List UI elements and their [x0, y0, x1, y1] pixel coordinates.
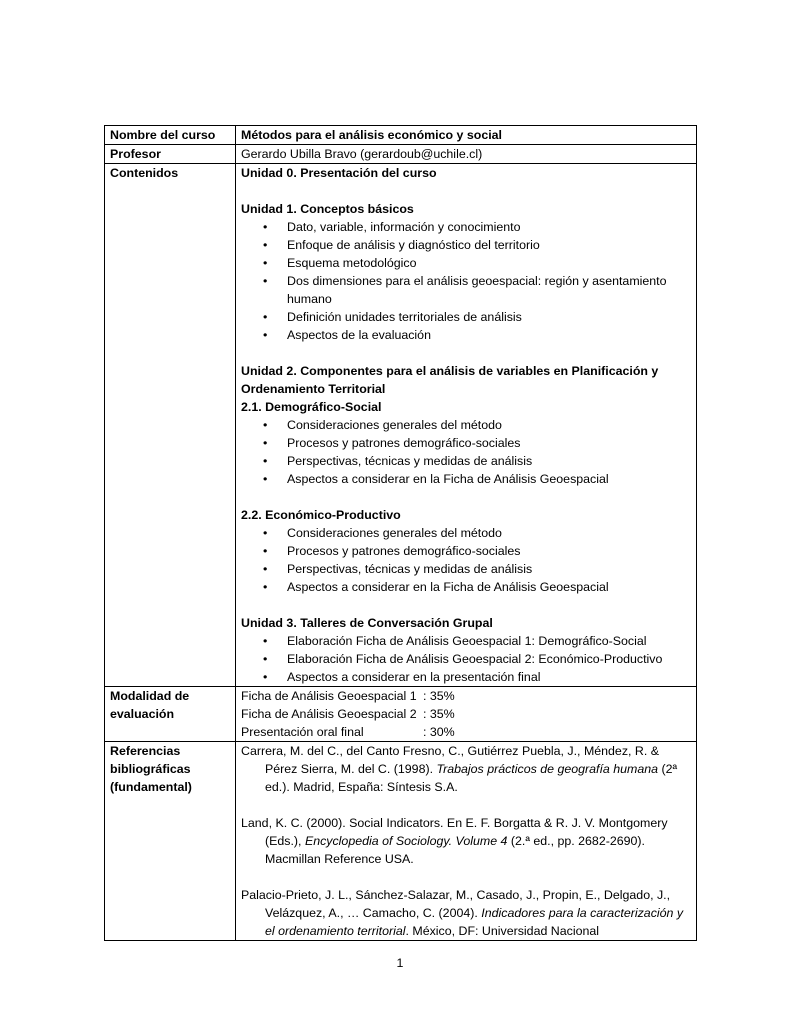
course-name-row [105, 126, 697, 145]
unit3-title: Unidad 3. Talleres de Conversación Grupal [241, 616, 493, 630]
evaluation-item: Presentación oral final : 30% [241, 725, 455, 739]
professor-label: Profesor [105, 145, 236, 164]
unit2-sub2-list [241, 524, 691, 596]
evaluation-cell [236, 687, 697, 742]
list-item: • Enfoque de análisis y diagnóstico del territorio [241, 236, 691, 254]
unit3-list [241, 632, 691, 686]
evaluation-item: Ficha de Análisis Geoespacial 2 : 35% [241, 707, 455, 721]
list-item: • Dos dimensiones para el análisis geoespacial: región y asentamiento humano [241, 272, 691, 308]
unit2-sub2-title: 2.2. Económico-Productivo [241, 508, 401, 522]
list-item: • Elaboración Ficha de Análisis Geoespacial 1: Demográfico-Social [241, 632, 691, 650]
unit1-title: Unidad 1. Conceptos básicos [241, 202, 414, 216]
list-item: • Procesos y patrones demográfico-sociales [241, 542, 691, 560]
contents-cell [236, 164, 697, 687]
page-number: 1 [396, 956, 404, 970]
references-label: Referencias bibliográficas (fundamental) [105, 742, 236, 941]
contents-label: Contenidos [105, 164, 236, 687]
professor-value: Gerardo Ubilla Bravo (gerardoub@uchile.cl) [236, 145, 697, 164]
evaluation-label: Modalidad de evaluación [105, 687, 236, 742]
list-item: • Esquema metodológico [241, 254, 691, 272]
professor-row [105, 145, 697, 164]
references-row [105, 742, 697, 941]
list-item: • Aspectos a considerar en la Ficha de Análisis Geoespacial [241, 470, 691, 488]
list-item: • Aspectos a considerar en la presentación final [241, 668, 691, 686]
reference-item: Land, K. C. (2000). Social Indicators. En E. F. Borgatta & R. J. V. Montgomery (Eds.), Encyclopedia of Sociology. Volume 4 (2.ª ed., pp. 2682-2690). Macmillan Reference USA. [241, 816, 668, 866]
unit1-list [241, 218, 691, 344]
list-item: • Perspectivas, técnicas y medidas de análisis [241, 560, 691, 578]
list-item: • Perspectivas, técnicas y medidas de análisis [241, 452, 691, 470]
references-cell [236, 742, 697, 941]
contents-row [105, 164, 697, 687]
unit2-sub1-title: 2.1. Demográfico-Social [241, 400, 382, 414]
list-item: • Consideraciones generales del método [241, 524, 691, 542]
unit2-sub1-list [241, 416, 691, 488]
course-name-value: Métodos para el análisis económico y social [236, 126, 697, 145]
evaluation-item: Ficha de Análisis Geoespacial 1 : 35% [241, 689, 455, 703]
list-item: • Elaboración Ficha de Análisis Geoespacial 2: Económico-Productivo [241, 650, 691, 668]
unit2-title: Unidad 2. Componentes para el análisis de variables en Planificación y Ordenamiento Territorial [241, 364, 659, 396]
course-table [104, 125, 697, 941]
reference-item: Palacio-Prieto, J. L., Sánchez-Salazar, M., Casado, J., Propin, E., Delgado, J., Velázquez, A., … Camacho, C. (2004). Indicadores para la caracterización y el ordenamiento territorial. México, DF: Universidad Nacional [241, 888, 684, 938]
list-item: • Definición unidades territoriales de análisis [241, 308, 691, 326]
evaluation-row [105, 687, 697, 742]
list-item: • Aspectos a considerar en la Ficha de Análisis Geoespacial [241, 578, 691, 596]
list-item: • Aspectos de la evaluación [241, 326, 691, 344]
course-name-label: Nombre del curso [105, 126, 236, 145]
list-item: • Dato, variable, información y conocimiento [241, 218, 691, 236]
unit0-title: Unidad 0. Presentación del curso [241, 166, 437, 180]
list-item: • Consideraciones generales del método [241, 416, 691, 434]
list-item: • Procesos y patrones demográfico-sociales [241, 434, 691, 452]
reference-item: Carrera, M. del C., del Canto Fresno, C., Gutiérrez Puebla, J., Méndez, R. & Pérez Sierra, M. del C. (1998). Trabajos prácticos de geografía humana (2ª ed.). Madrid, España: Síntesis S.A. [241, 744, 678, 794]
